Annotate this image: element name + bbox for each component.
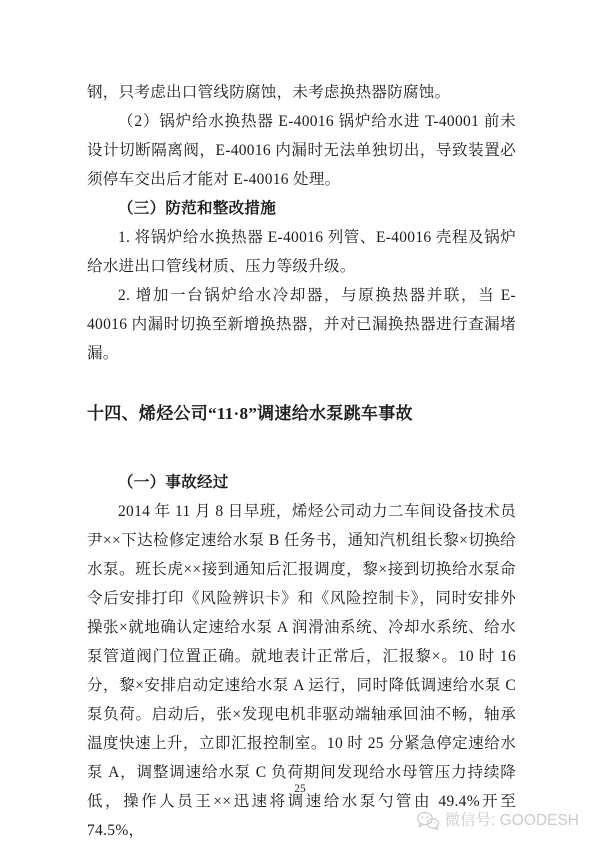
section-heading-accident-course: （一）事故经过 <box>118 474 229 491</box>
watermark-text: 微信号: GOODESH <box>444 812 579 829</box>
paragraph-measure-1: 1. 将锅炉给水换热器 E-40016 列管、E-40016 壳程及锅炉给水进出口管线材质、压力等级升级。 <box>87 229 516 275</box>
paragraph-accident-narrative: 2014 年 11 月 8 日早班，烯烃公司动力二车间设备技术员尹××下达检修定速给水泵 B 任务书，通知汽机组长黎×切换给水泵。班长虎××接到通知后汇报调度，黎×接到切换给水泵命令后安排打印《风险辨识卡》和《风险控制卡》，同时安排外操张×就地确认定速给水泵 A 润滑油系统、冷却水系统、给水泵管道阀门位置正确。就地表计正常后，汇报黎×。10 时 16 分，黎×安排启动定速给水泵 A 运行，同时降低调速给水泵 C 泵负荷。启动后，张×发现电机非驱动端轴承回油不畅，轴承温度快速上升，立即汇报控制室。10 时 25 分紧急停定速给水泵 A，调整调速给水泵 C 负荷期间发现给水母管压力持续降低，操作人员王××迅速将调速给水泵勺管由 49.4%开至 74.5%， <box>87 503 516 839</box>
section-heading-prevention-measures: （三）防范和整改措施 <box>118 200 277 217</box>
paragraph-continuation: 钢，只考虑出口管线防腐蚀，未考虑换热器防腐蚀。 <box>87 84 451 101</box>
paragraph-item-2: （2）锅炉给水换热器 E-40016 锅炉给水进 T-40001 前未设计切断隔离阀，E-40016 内漏时无法单独切出，导致装置必须停车交出后才能对 E-40016 处理。 <box>87 113 516 188</box>
wechat-icon <box>416 811 440 831</box>
paragraph-measure-2: 2. 增加一台锅炉给水冷却器，与原换热器并联，当 E-40016 内漏时切换至新增换热器，并对已漏换热器进行查漏堵漏。 <box>87 287 516 362</box>
watermark <box>416 810 579 832</box>
page-number: 25 <box>294 783 306 795</box>
chapter-heading-accident-14: 十四、烯烃公司“11·8”调速给水泵跳车事故 <box>87 404 413 423</box>
